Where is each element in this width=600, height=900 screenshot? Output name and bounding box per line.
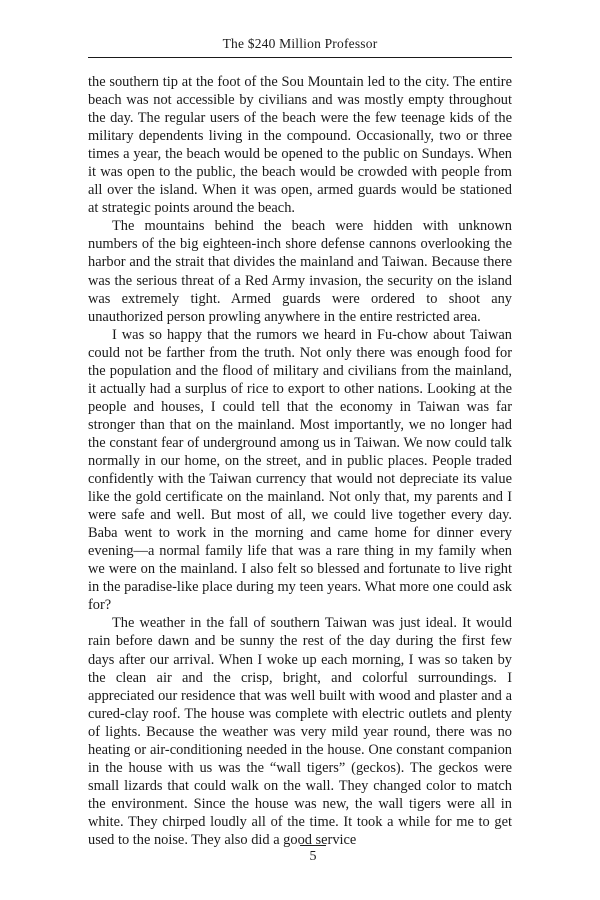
- paragraph-rumors: I was so happy that the rumors we heard in Fu-chow about Taiwan could not be farther from the truth. Not only there was enough food for the population and the flood of military and civilians from the mainland, it actually had a surplus of rice to export to other nations. Looking at the people and houses, I could tell that the economy in Taiwan was far stronger than that on the mainland. Most importantly, we no longer had the constant fear of underground among us in Taiwan. We now could talk normally in our home, on the street, and in public places. People traded confidently with the Taiwan currency that would not depreciate its value like the gold certificate on the mainland. Not only that, my parents and I were safe and well. But most of all, we could live together every day. Baba went to work in the morning and came home for dinner every evening—a normal family life that was a rare thing in my family when we were on the mainland. I also felt so blessed and fortunate to live right in the paradise-like place during my teen years. What more one could ask for?: [88, 326, 512, 614]
- paragraph-continued: the southern tip at the foot of the Sou Mountain led to the city. The entire beach was not accessible by civilians and was mostly empty throughout the day. The regular users of the beach were the few teenage kids of the military dependents living in the compound. Occasionally, two or three times a year, the beach would be opened to the public on Sundays. When it was open to the public, the beach would be crowded with people from all over the island. When it was open, armed guards would be stationed at strategic points around the beach.: [88, 74, 512, 217]
- body-text: [88, 73, 512, 849]
- paragraph-mountains: The mountains behind the beach were hidden with unknown numbers of the big eighteen-inch shore defense cannons overlooking the harbor and the strait that divides the mainland and Taiwan. Because there was the serious threat of a Red Army invasion, the security on the island was extremely tight. Armed guards were ordered to shoot any unauthorized person prowling anywhere in the entire restricted area.: [88, 218, 512, 325]
- footer-rule: [300, 845, 326, 846]
- paragraph-weather: The weather in the fall of southern Taiwan was just ideal. It would rain before dawn and be sunny the rest of the day during the first few days after our arrival. When I woke up each morning, I was so taken by the clean air and the crisp, bright, and colorful surroundings. I appreciated our residence that was well built with wood and plaster and a cured-clay roof. The house was complete with electric outlets and plenty of lights. Because the weather was very mild year round, there was no heating or air-conditioning needed in the house. One constant companion in the house with us was the “wall tigers” (geckos). The geckos were small lizards that could walk on the wall. They changed color to match the environment. Since the house was new, the wall tigers were all in white. They chirped loudly all of the time. It took a while for me to get used to the noise. They also did a good service: [88, 615, 512, 848]
- header-rule: [88, 57, 512, 58]
- page-number: 5: [309, 849, 317, 864]
- running-head-title: The $240 Million Professor: [222, 36, 378, 51]
